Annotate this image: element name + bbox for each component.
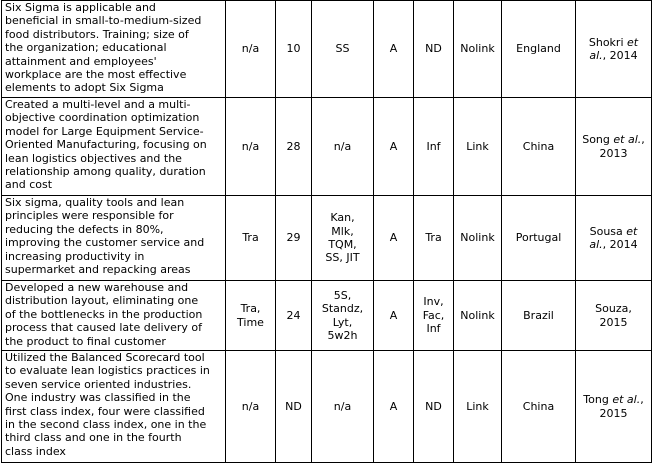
cell-c7: Portugal (502, 196, 576, 281)
cell-c4: A (374, 1, 414, 98)
table-row (2, 98, 652, 196)
table-row (2, 1, 652, 98)
cell-c6: Link (454, 98, 502, 196)
description-cell: Created a multi-level and a multi- objective coordination optimization model for Large Equipment Service- Oriented Manufacturing, focusing on lean logistics objectives and the relationship among quality, duration and cost (2, 98, 226, 196)
cell-c4: A (374, 98, 414, 196)
reference-cell: Song et al., 2013 (576, 98, 652, 196)
cell-c5: Inv, Fac, Inf (414, 281, 454, 351)
cell-c6: Nolink (454, 1, 502, 98)
cell-c4: A (374, 281, 414, 351)
description-cell: Six sigma, quality tools and lean principles were responsible for reducing the defects in 80%, improving the customer service and increasing productivity in supermarket and repacking areas (2, 196, 226, 281)
cell-c3: n/a (312, 351, 374, 463)
cell-c7: China (502, 98, 576, 196)
cell-c7: China (502, 351, 576, 463)
cell-c4: A (374, 196, 414, 281)
cell-c1: n/a (226, 98, 276, 196)
cell-c2: 24 (276, 281, 312, 351)
cell-c1: n/a (226, 1, 276, 98)
cell-c3: Kan, Mlk, TQM, SS, JIT (312, 196, 374, 281)
cell-c5: Tra (414, 196, 454, 281)
cell-c6: Nolink (454, 281, 502, 351)
cell-c4: A (374, 351, 414, 463)
cell-c2: 10 (276, 1, 312, 98)
table-row (2, 196, 652, 281)
cell-c1: Tra (226, 196, 276, 281)
cell-c5: ND (414, 351, 454, 463)
literature-table (1, 0, 652, 463)
cell-c7: England (502, 1, 576, 98)
cell-c3: SS (312, 1, 374, 98)
cell-c3: n/a (312, 98, 374, 196)
cell-c1: n/a (226, 351, 276, 463)
cell-c2: 29 (276, 196, 312, 281)
cell-c6: Link (454, 351, 502, 463)
reference-cell: Tong et al., 2015 (576, 351, 652, 463)
cell-c7: Brazil (502, 281, 576, 351)
table-row (2, 351, 652, 463)
description-cell: Developed a new warehouse and distribution layout, eliminating one of the bottlenecks in the production process that caused late delivery of the product to final customer (2, 281, 226, 351)
cell-c3: 5S, Standz, Lyt, 5w2h (312, 281, 374, 351)
description-cell: Utilized the Balanced Scorecard tool to evaluate lean logistics practices in seven service oriented industries. One industry was classified in the first class index, four were classified in the second class index, one in the third class and one in the fourth class index (2, 351, 226, 463)
description-cell: Six Sigma is applicable and beneficial in small-to-medium-sized food distributors. Training; size of the organization; educational attainment and employees' workplace are the most effective elements to adopt Six Sigma (2, 1, 226, 98)
cell-c2: ND (276, 351, 312, 463)
reference-cell: Shokri et al., 2014 (576, 1, 652, 98)
cell-c5: Inf (414, 98, 454, 196)
table-row (2, 281, 652, 351)
cell-c5: ND (414, 1, 454, 98)
cell-c6: Nolink (454, 196, 502, 281)
cell-c2: 28 (276, 98, 312, 196)
reference-cell: Souza, 2015 (576, 281, 652, 351)
reference-cell: Sousa et al., 2014 (576, 196, 652, 281)
cell-c1: Tra, Time (226, 281, 276, 351)
